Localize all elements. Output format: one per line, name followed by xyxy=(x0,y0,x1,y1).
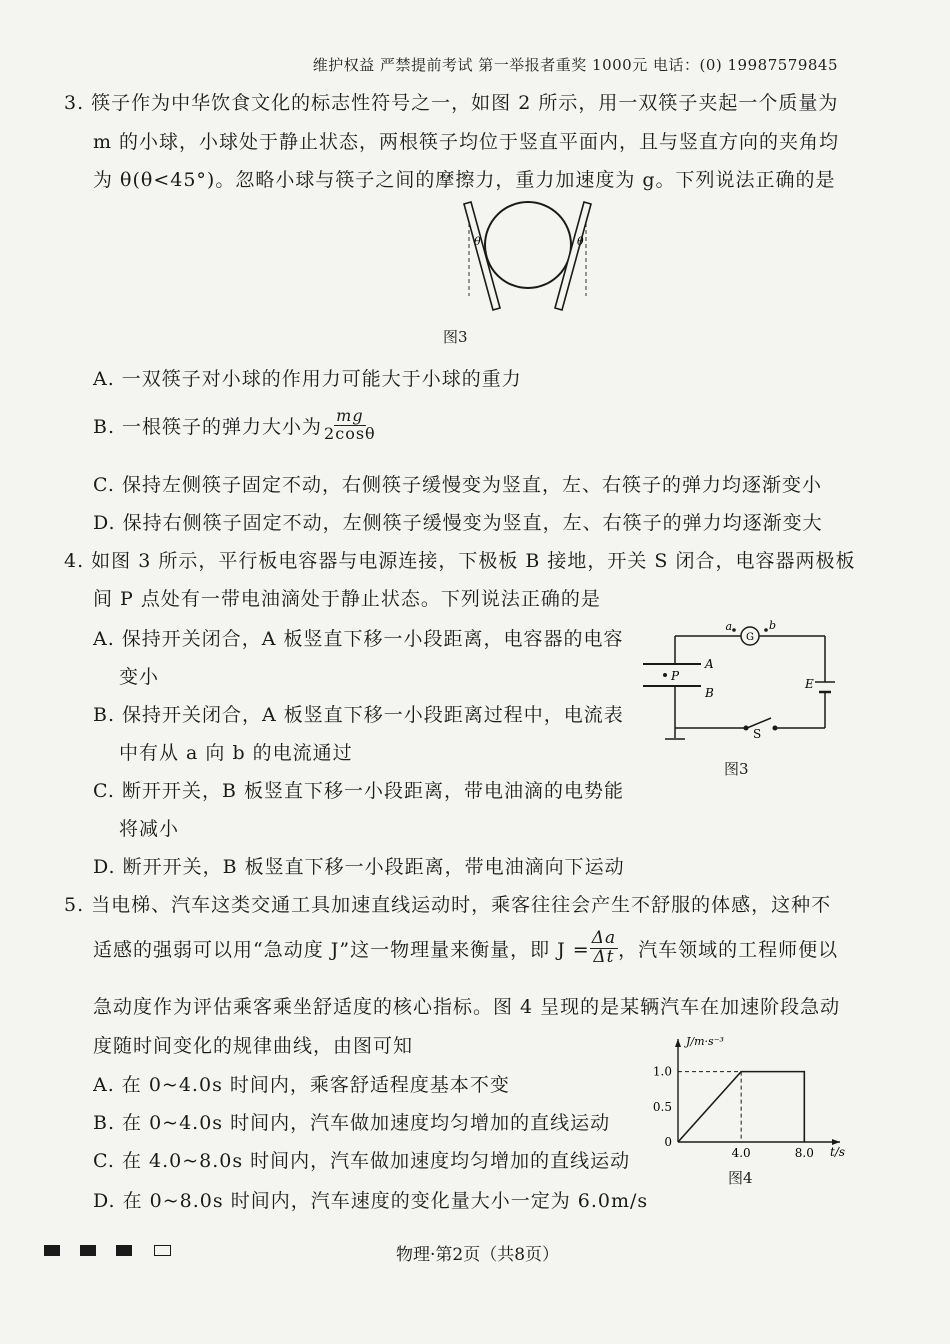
q5-option-d: D. 在 0~8.0s 时间内，汽车速度的变化量大小一定为 6.0m/s xyxy=(93,1190,649,1212)
q4-option-a-line2: 变小 xyxy=(119,666,160,688)
q4-stem-line2: 间 P 点处有一带电油滴处于静止状态。下列说法正确的是 xyxy=(93,588,601,610)
galvanometer-label: G xyxy=(746,632,754,643)
footer-mark-4 xyxy=(154,1245,171,1256)
q3-option-b-text: B. 一根筷子的弹力大小为 xyxy=(93,415,323,438)
q4-option-d: D. 断开开关，B 板竖直下移一小段距离，带电油滴向下运动 xyxy=(93,856,625,878)
y-tick-label: 0.5 xyxy=(652,1099,672,1114)
q4-option-a-line1: A. 保持开关闭合，A 板竖直下移一小段距离，电容器的电容 xyxy=(93,628,624,650)
q5-option-c: C. 在 4.0~8.0s 时间内，汽车做加速度均匀增加的直线运动 xyxy=(93,1150,631,1172)
q5-stem-line2-suffix: ，汽车领域的工程师便以 xyxy=(618,938,839,961)
q5-jerk-time-chart xyxy=(640,1030,845,1160)
y-tick-label: 0 xyxy=(664,1135,672,1149)
plate-b-label: B xyxy=(705,686,714,700)
q3-option-b-fraction xyxy=(322,408,378,443)
x-tick-label: 4.0 xyxy=(731,1146,751,1160)
q5-figure-caption: 图4 xyxy=(728,1169,753,1187)
q5-option-a: A. 在 0~4.0s 时间内，乘客舒适程度基本不变 xyxy=(93,1074,510,1096)
q3-option-c: C. 保持左侧筷子固定不动，右侧筷子缓慢变为竖直，左、右筷子的弹力均逐渐变小 xyxy=(93,474,822,496)
angle-label-left: θ xyxy=(474,235,481,248)
label-a: a xyxy=(725,620,732,633)
q3-option-b-denominator: 2cosθ xyxy=(324,423,376,443)
q5-stem-line1: 5. 当电梯、汽车这类交通工具加速直线运动时，乘客往往会产生不舒服的体感，这种不 xyxy=(64,894,832,916)
q4-option-b-line1: B. 保持开关闭合，A 板竖直下移一小段距离过程中，电流表 xyxy=(93,704,624,726)
y-tick-label: 1.0 xyxy=(652,1064,672,1079)
q5-stem-line2-text: 适感的强弱可以用“急动度 J”这一物理量来衡量，即 J = xyxy=(93,938,590,961)
q5-jerk-formula xyxy=(590,930,618,967)
q5-formula-denominator: Δt xyxy=(593,946,615,967)
page-footer: 物理·第2页（共8页） xyxy=(396,1245,560,1265)
q4-option-c-line1: C. 断开开关，B 板竖直下移一小段距离，带电油滴的电势能 xyxy=(93,780,624,802)
q5-stem-line2 xyxy=(93,930,838,967)
angle-label-right: θ xyxy=(577,235,584,248)
q4-stem-line1: 4. 如图 3 所示，平行板电容器与电源连接，下极板 B 接地，开关 S 闭合，电容器两极板 xyxy=(64,550,856,572)
q3-stem-line1: 3. 筷子作为中华饮食文化的标志性符号之一，如图 2 所示，用一双筷子夹起一个质量为 xyxy=(64,92,839,114)
q4-option-c-line2: 将减小 xyxy=(119,818,180,840)
y-axis-arrow xyxy=(675,1039,681,1047)
footer-mark-1 xyxy=(44,1245,60,1256)
battery-e-label: E xyxy=(805,677,814,691)
q4-figure-circuit xyxy=(635,618,845,753)
q3-stem-line3: 为 θ(θ<45°)。忽略小球与筷子之间的摩擦力，重力加速度为 g。下列说法正确的是 xyxy=(93,169,836,191)
q3-option-b-numerator: mg xyxy=(336,406,364,425)
footer-mark-2 xyxy=(80,1245,96,1256)
q3-option-d: D. 保持右侧筷子固定不动，左侧筷子缓慢变为竖直，左、右筷子的弹力均逐渐变大 xyxy=(93,512,823,534)
q4-figure-caption: 图3 xyxy=(724,760,749,778)
q3-option-b xyxy=(93,408,378,443)
switch-s-label: S xyxy=(753,727,762,741)
q3-option-a: A. 一双筷子对小球的作用力可能大于小球的重力 xyxy=(93,368,522,390)
q4-option-b-line2: 中有从 a 向 b 的电流通过 xyxy=(119,742,353,764)
q3-stem-line2: m 的小球，小球处于静止状态，两根筷子均位于竖直平面内，且与竖直方向的夹角均 xyxy=(93,131,840,153)
q3-figure-caption: 图3 xyxy=(443,328,468,346)
label-b: b xyxy=(769,619,777,632)
q5-formula-numerator: Δa xyxy=(591,928,617,948)
q5-stem-line4: 度随时间变化的规律曲线，由图可知 xyxy=(93,1035,414,1057)
plate-a-label: A xyxy=(705,657,714,671)
page-header-notice: 维护权益 严禁提前考试 第一举报者重奖 1000元 电话：(0) 19987579845 xyxy=(312,56,838,74)
footer-mark-3 xyxy=(116,1245,132,1256)
y-axis-label: J/m·s⁻³ xyxy=(686,1035,724,1048)
q5-stem-line3: 急动度作为评估乘客乘坐舒适度的核心指标。图 4 呈现的是某辆汽车在加速阶段急动 xyxy=(93,996,841,1018)
q5-option-b: B. 在 0~4.0s 时间内，汽车做加速度均匀增加的直线运动 xyxy=(93,1112,611,1134)
q3-figure-chopsticks xyxy=(455,198,605,318)
x-tick-label: 8.0 xyxy=(794,1146,814,1160)
x-axis-label: t/s xyxy=(830,1145,845,1159)
point-p-label: P xyxy=(671,669,680,683)
